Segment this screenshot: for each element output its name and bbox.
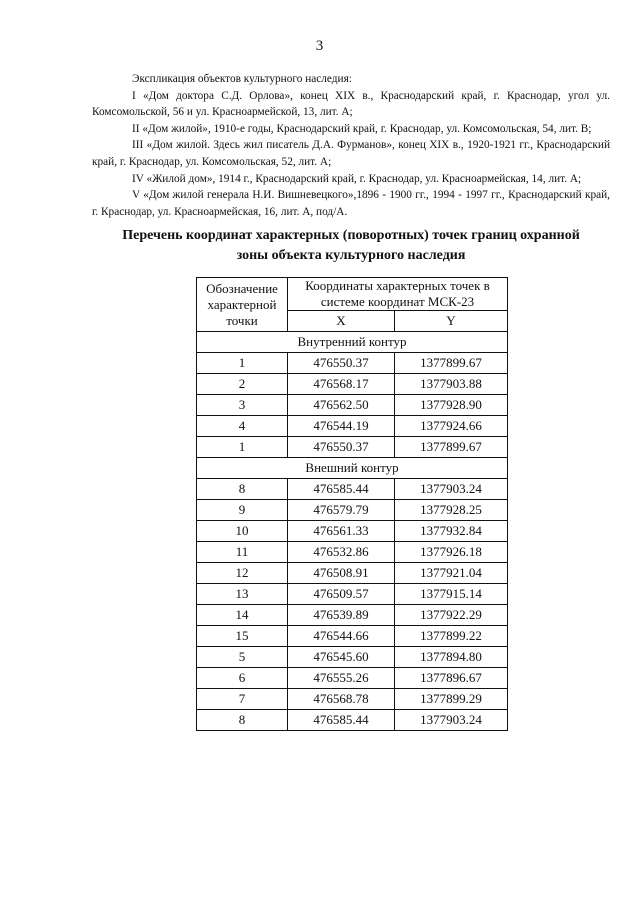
- coordinates-table: [196, 277, 508, 731]
- y-coordinate-cell: 1377928.90: [395, 395, 508, 416]
- x-coordinate-cell: 476568.17: [288, 374, 395, 395]
- point-column-header: Обозначение характерной точки: [197, 278, 288, 332]
- y-coordinate-cell: 1377903.24: [395, 479, 508, 500]
- table-row: [197, 689, 508, 710]
- point-cell: 6: [197, 668, 288, 689]
- x-coordinate-cell: 476550.37: [288, 437, 395, 458]
- y-coordinate-cell: 1377922.29: [395, 605, 508, 626]
- document-title: [92, 226, 610, 266]
- section-row-inner: [197, 332, 508, 353]
- x-coordinate-cell: 476568.78: [288, 689, 395, 710]
- y-coordinate-cell: 1377928.25: [395, 500, 508, 521]
- y-coordinate-cell: 1377932.84: [395, 521, 508, 542]
- point-cell: 3: [197, 395, 288, 416]
- point-cell: 4: [197, 416, 288, 437]
- point-cell: 15: [197, 626, 288, 647]
- y-coordinate-cell: 1377899.67: [395, 353, 508, 374]
- table-row: [197, 479, 508, 500]
- y-coordinate-cell: 1377899.29: [395, 689, 508, 710]
- x-column-header: X: [288, 311, 395, 332]
- table-row: [197, 374, 508, 395]
- table-row: [197, 605, 508, 626]
- x-coordinate-cell: 476539.89: [288, 605, 395, 626]
- x-coordinate-cell: 476545.60: [288, 647, 395, 668]
- point-cell: 5: [197, 647, 288, 668]
- table-row: [197, 500, 508, 521]
- section-row-outer: [197, 458, 508, 479]
- table-row: [197, 563, 508, 584]
- x-coordinate-cell: 476550.37: [288, 353, 395, 374]
- table-row: [197, 668, 508, 689]
- y-coordinate-cell: 1377915.14: [395, 584, 508, 605]
- x-coordinate-cell: 476562.50: [288, 395, 395, 416]
- document-title-line-2: зоны объекта культурного наследия: [236, 248, 466, 263]
- table-body: [197, 332, 508, 731]
- x-coordinate-cell: 476585.44: [288, 479, 395, 500]
- x-coordinate-cell: 476585.44: [288, 710, 395, 731]
- y-coordinate-cell: 1377921.04: [395, 563, 508, 584]
- explication-heading: Экспликация объектов культурного наследия:: [132, 73, 352, 85]
- point-cell: 8: [197, 479, 288, 500]
- point-cell: 10: [197, 521, 288, 542]
- x-coordinate-cell: 476509.57: [288, 584, 395, 605]
- x-coordinate-cell: 476544.19: [288, 416, 395, 437]
- table-row: [197, 416, 508, 437]
- table-row: [197, 521, 508, 542]
- point-cell: 11: [197, 542, 288, 563]
- table-row: [197, 437, 508, 458]
- table-row: [197, 584, 508, 605]
- coords-column-header: Координаты характерных точек в системе координат МСК-23: [288, 278, 508, 311]
- point-cell: 9: [197, 500, 288, 521]
- x-coordinate-cell: 476532.86: [288, 542, 395, 563]
- point-cell: 1: [197, 437, 288, 458]
- point-cell: 13: [197, 584, 288, 605]
- point-cell: 2: [197, 374, 288, 395]
- document-title-line-1: Перечень координат характерных (поворотных) точек границ охранной: [122, 228, 580, 243]
- point-cell: 8: [197, 710, 288, 731]
- x-coordinate-cell: 476579.79: [288, 500, 395, 521]
- y-coordinate-cell: 1377896.67: [395, 668, 508, 689]
- y-coordinate-cell: 1377924.66: [395, 416, 508, 437]
- inner-contour-label: Внутренний контур: [197, 332, 508, 353]
- page-number: 3: [315, 38, 324, 54]
- x-coordinate-cell: 476508.91: [288, 563, 395, 584]
- point-cell: 12: [197, 563, 288, 584]
- explication-item-2: II «Дом жилой», 1910-е годы, Краснодарский край, г. Краснодар, ул. Комсомольская, 54, лит. В;: [132, 122, 592, 135]
- table-row: [197, 395, 508, 416]
- explication-item-3: III «Дом жилой. Здесь жил писатель Д.А. Фурманов», конец XIX в., 1920-1921 гг., Краснодарский край, г. Краснодар, ул. Комсомольская, 52, лит. А;: [92, 139, 610, 168]
- y-coordinate-cell: 1377926.18: [395, 542, 508, 563]
- outer-contour-label: Внешний контур: [197, 458, 508, 479]
- table-row: [197, 542, 508, 563]
- explication-item-4: IV «Жилой дом», 1914 г., Краснодарский край, г. Краснодар, ул. Красноармейская, 14, лит. А;: [132, 172, 582, 185]
- explication-item-5: V «Дом жилой генерала Н.И. Вишневецкого»,1896 - 1900 гг., 1994 - 1997 гг., Краснодарский край, г. Краснодар, ул. Красноармейская, 16, лит. А, под/А.: [92, 189, 610, 218]
- y-coordinate-cell: 1377899.22: [395, 626, 508, 647]
- explication-item-1: I «Дом доктора С.Д. Орлова», конец XIX в., Краснодарский край, г. Краснодар, угол ул. Комсомольской, 56 и ул. Красноармейской, 13, лит. А;: [92, 89, 610, 119]
- table-row: [197, 626, 508, 647]
- table-row: [197, 647, 508, 668]
- table-row: [197, 353, 508, 374]
- point-cell: 14: [197, 605, 288, 626]
- explication-block: [92, 71, 610, 220]
- y-coordinate-cell: 1377894.80: [395, 647, 508, 668]
- point-cell: 7: [197, 689, 288, 710]
- y-coordinate-cell: 1377903.24: [395, 710, 508, 731]
- y-coordinate-cell: 1377903.88: [395, 374, 508, 395]
- x-coordinate-cell: 476544.66: [288, 626, 395, 647]
- x-coordinate-cell: 476561.33: [288, 521, 395, 542]
- y-column-header: Y: [395, 311, 508, 332]
- point-cell: 1: [197, 353, 288, 374]
- x-coordinate-cell: 476555.26: [288, 668, 395, 689]
- table-row: [197, 710, 508, 731]
- y-coordinate-cell: 1377899.67: [395, 437, 508, 458]
